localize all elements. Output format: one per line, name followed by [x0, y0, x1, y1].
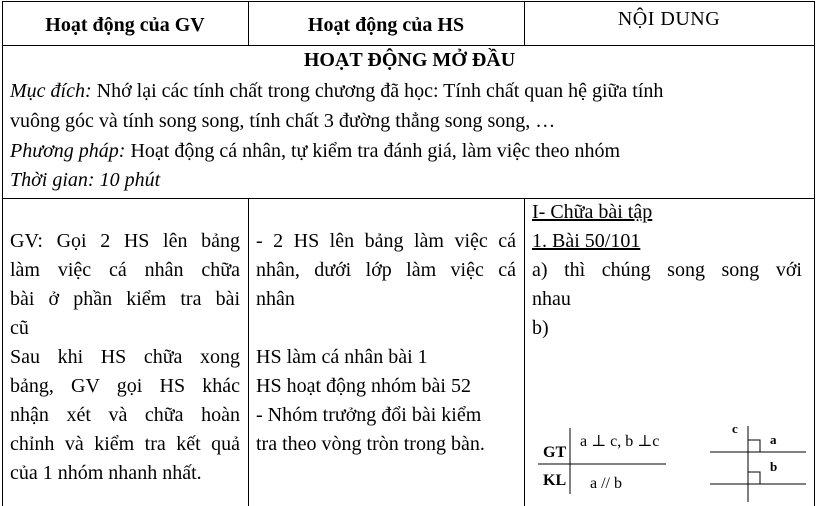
header-nd: NỘI DUNG — [617, 8, 721, 30]
hs-line-4: HS làm cá nhân bài 1 — [256, 346, 428, 368]
gt-label: GT — [543, 444, 567, 461]
purpose-text: Nhớ lại các tính chất trong chương đã học: Tính chất quan hệ giữa tính — [91, 80, 664, 102]
kl-label: KL — [543, 472, 567, 489]
gv-line-7: nhận xét và chữa hoàn — [10, 404, 240, 426]
gv-line-1: GV: Gọi 2 HS lên bảng — [10, 230, 240, 252]
section-title: HOẠT ĐỘNG MỞ ĐẦU — [303, 49, 516, 71]
nd-heading: I- Chữa bài tập — [532, 201, 653, 223]
gv-line-9: của 1 nhóm nhanh nhất. — [10, 462, 202, 484]
time-line — [10, 165, 810, 195]
gv-line-2: làm việc cá nhân chữa — [10, 259, 240, 281]
column-divider-1-body — [248, 198, 249, 506]
column-divider-2-body — [524, 198, 525, 506]
hs-line-5: HS hoạt động nhóm bài 52 — [256, 375, 471, 397]
nd-exercise: 1. Bài 50/101 — [532, 230, 641, 252]
header-divider — [2, 45, 815, 46]
nd-content-column — [532, 198, 802, 343]
hs-line-6: - Nhóm trưởng đổi bài kiểm — [256, 404, 482, 426]
hs-activity-column — [256, 227, 516, 459]
figure-label-b: b — [770, 459, 778, 474]
header-gv: Hoạt động của GV — [45, 14, 205, 36]
gv-line-6: bảng, GV gọi HS khác — [10, 375, 240, 397]
gv-line-3: bài ở phần kiểm tra bài — [10, 288, 240, 310]
hs-line-7: tra theo vòng tròn trong bàn. — [256, 433, 485, 455]
method-label: Phương pháp: — [10, 140, 126, 162]
nd-answer-a-line-2: nhau — [532, 288, 571, 310]
hs-line-2: nhân, dưới lớp làm việc cá — [256, 259, 516, 281]
method-text: Hoạt động cá nhân, tự kiểm tra đánh giá, làm việc theo nhóm — [125, 140, 621, 162]
purpose-line-1 — [10, 76, 810, 106]
gv-line-8: chỉnh và kiểm tra kết quả — [10, 433, 240, 455]
hs-line-3: nhân — [256, 288, 295, 310]
nd-answer-b: b) — [532, 317, 549, 339]
table-border-left — [2, 1, 3, 506]
time-text: Thời gian: 10 phút — [10, 169, 161, 191]
nd-answer-a-line-1: a) thì chúng song song với — [532, 259, 802, 281]
gt-value: a ⊥ c, b ⊥c — [580, 433, 660, 450]
kl-value: a // b — [590, 475, 622, 492]
method-line — [10, 136, 810, 166]
table-border-top — [2, 1, 815, 2]
hs-line-1: - 2 HS lên bảng làm việc cá — [256, 230, 516, 252]
gv-activity-column — [10, 227, 240, 488]
header-hs: Hoạt động của HS — [307, 14, 465, 36]
gv-line-4: cũ — [10, 317, 29, 339]
gv-line-5: Sau khi HS chữa xong — [10, 346, 240, 368]
figure-lines — [706, 418, 806, 502]
figure-label-a: a — [770, 432, 777, 447]
gt-kl-table — [538, 428, 666, 494]
parallel-lines-figure — [706, 418, 806, 502]
purpose-line-2: vuông góc và tính song song, tính chất 3 đường thẳng song song, … — [10, 110, 556, 132]
figure-label-c: c — [732, 421, 738, 436]
table-border-right — [814, 1, 815, 506]
purpose-label: Mục đích: — [10, 80, 92, 102]
